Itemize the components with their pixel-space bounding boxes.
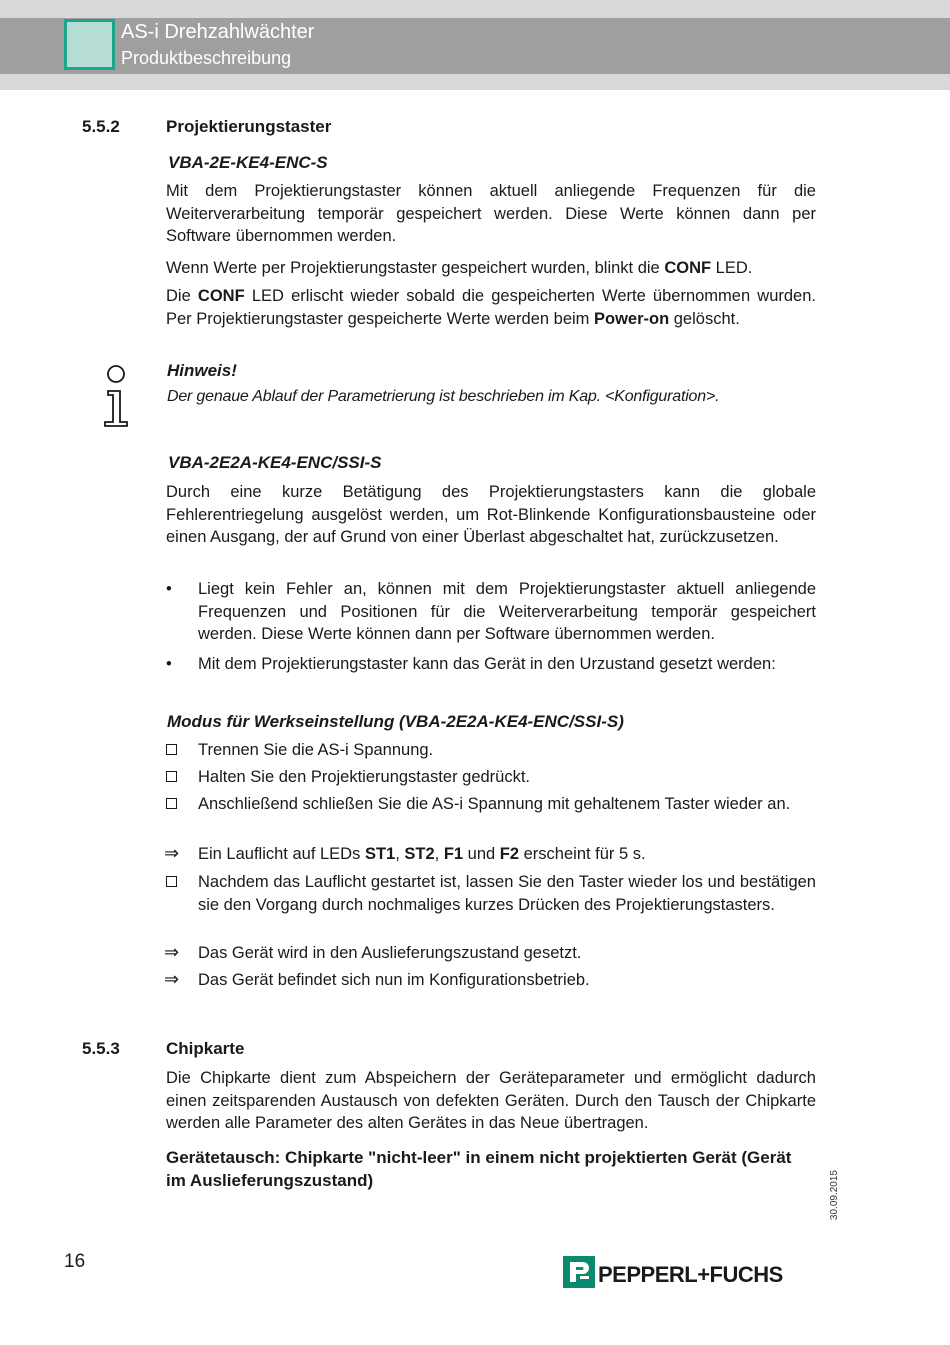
page-number: 16 bbox=[64, 1251, 86, 1272]
bold-text: Power-on bbox=[594, 309, 670, 328]
date-stamp: 30.09.2015 bbox=[829, 1170, 840, 1221]
section-title: Chipkarte bbox=[166, 1039, 245, 1058]
header-bottom-strip bbox=[0, 74, 950, 90]
bold-text: CONF bbox=[664, 259, 712, 277]
bold-text: ST1 bbox=[364, 845, 396, 863]
bullet: • bbox=[166, 580, 172, 598]
pepperl-fuchs-logo-icon bbox=[563, 1256, 595, 1288]
note-text: Der genaue Ablauf der Parametrierung ist beschrieben im Kap. <Konfiguration>. bbox=[167, 388, 720, 405]
paragraph-conf-blink bbox=[166, 257, 816, 280]
step-item: Halten Sie den Projektierungstaster gedrückt. bbox=[198, 768, 531, 786]
step-item: Nachdem das Lauflicht gestartet ist, lassen Sie den Taster wieder los und bestätigen sie den Vorgang durch nochmaliges kurzes Drücken des Projektierungstasters. bbox=[198, 873, 816, 914]
paragraph-conf-off bbox=[166, 285, 816, 330]
brand-name: PEPPERL+FUCHS bbox=[598, 1262, 783, 1287]
step-item: Anschließend schließen Sie die AS-i Spannung mit gehaltenem Taster wieder an. bbox=[198, 795, 791, 813]
paragraph: Die Chipkarte dient zum Abspeichern der Geräteparameter und ermöglicht dadurch einen zeitsparenden Austausch von defekten Geräten. Durch den Tausch der Chipkarte werden alle Parameter des alten Gerätes in das Neue übertragen. bbox=[166, 1069, 816, 1133]
text: , bbox=[395, 845, 405, 863]
arrow-right-icon: ⇒ bbox=[164, 942, 180, 962]
text: Wenn Werte per Projektierungstaster gespeichert wurden, blinkt die bbox=[166, 259, 665, 277]
text: Die bbox=[166, 287, 198, 305]
header-title: AS-i Drehzahlwächter bbox=[121, 21, 315, 43]
result-item: Das Gerät befindet sich nun im Konfigurationsbetrieb. bbox=[198, 971, 590, 989]
model-heading-2: VBA-2E2A-KE4-ENC/SSI-S bbox=[168, 453, 382, 472]
checkbox-icon bbox=[166, 744, 177, 755]
info-icon bbox=[100, 364, 132, 428]
checkbox-icon bbox=[166, 771, 177, 782]
result-item bbox=[198, 843, 816, 866]
text: Ein Lauflicht auf LEDs bbox=[198, 845, 365, 863]
bold-text: F2 bbox=[499, 845, 520, 863]
text: LED. bbox=[711, 259, 753, 277]
text: und bbox=[463, 845, 500, 863]
section-number: 5.5.2 bbox=[82, 117, 120, 136]
note-title: Hinweis! bbox=[167, 361, 237, 380]
bullet: • bbox=[166, 655, 172, 673]
arrow-right-icon: ⇒ bbox=[164, 843, 180, 863]
paragraph: Durch eine kurze Betätigung des Projektierungstasters kann die globale Fehlerentriegelung ausgelöst werden, um Rot-Blinkende Konfigurationsbausteine oder einen Ausgang, der auf Grund von einer Überlast abgeschaltet hat, zurückzusetzen. bbox=[166, 483, 816, 547]
arrow-right-icon: ⇒ bbox=[164, 969, 180, 989]
result-item: Das Gerät wird in den Auslieferungszustand gesetzt. bbox=[198, 944, 582, 962]
header-logo-square bbox=[64, 19, 115, 70]
model-heading: VBA-2E-KE4-ENC-S bbox=[168, 153, 328, 172]
section-title: Projektierungstaster bbox=[166, 117, 332, 136]
section-number: 5.5.3 bbox=[82, 1039, 120, 1058]
paragraph: Mit dem Projektierungstaster können aktuell anliegende Frequenzen für die Weiterverarbeitung temporär gespeichert werden. Diese Werte können dann per Software übernommen werden. bbox=[166, 182, 816, 246]
checkbox-icon bbox=[166, 798, 177, 809]
text: , bbox=[434, 845, 444, 863]
text: gelöscht. bbox=[669, 309, 740, 328]
text: erscheint für 5 s. bbox=[519, 845, 646, 863]
bold-text: CONF bbox=[197, 287, 245, 305]
list-item: Liegt kein Fehler an, können mit dem Projektierungstaster aktuell anliegende Frequenzen und Positionen für die Weiterverarbeitung temporär gespeichert werden. Diese Werte können dann per Software übernommen werden. bbox=[198, 580, 816, 644]
header-subtitle: Produktbeschreibung bbox=[121, 48, 292, 68]
checkbox-icon bbox=[166, 876, 177, 887]
text: LED erlischt wieder sobald die gespeicherten Werte übernommen wurden. Per Projektierungstaster gespeicherte Werte werden beim bbox=[166, 287, 816, 328]
header-top-strip bbox=[0, 0, 950, 18]
step-item: Trennen Sie die AS-i Spannung. bbox=[198, 741, 434, 759]
bold-text: ST2 bbox=[404, 845, 435, 863]
bold-heading: Gerätetausch: Chipkarte "nicht-leer" in einem nicht projektierten Gerät (Gerät im Auslieferungszustand) bbox=[166, 1148, 792, 1190]
bold-text: F1 bbox=[443, 845, 464, 863]
list-item: Mit dem Projektierungstaster kann das Gerät in den Urzustand gesetzt werden: bbox=[198, 655, 776, 673]
mode-heading: Modus für Werkseinstellung (VBA-2E2A-KE4-ENC/SSI-S) bbox=[167, 712, 624, 731]
